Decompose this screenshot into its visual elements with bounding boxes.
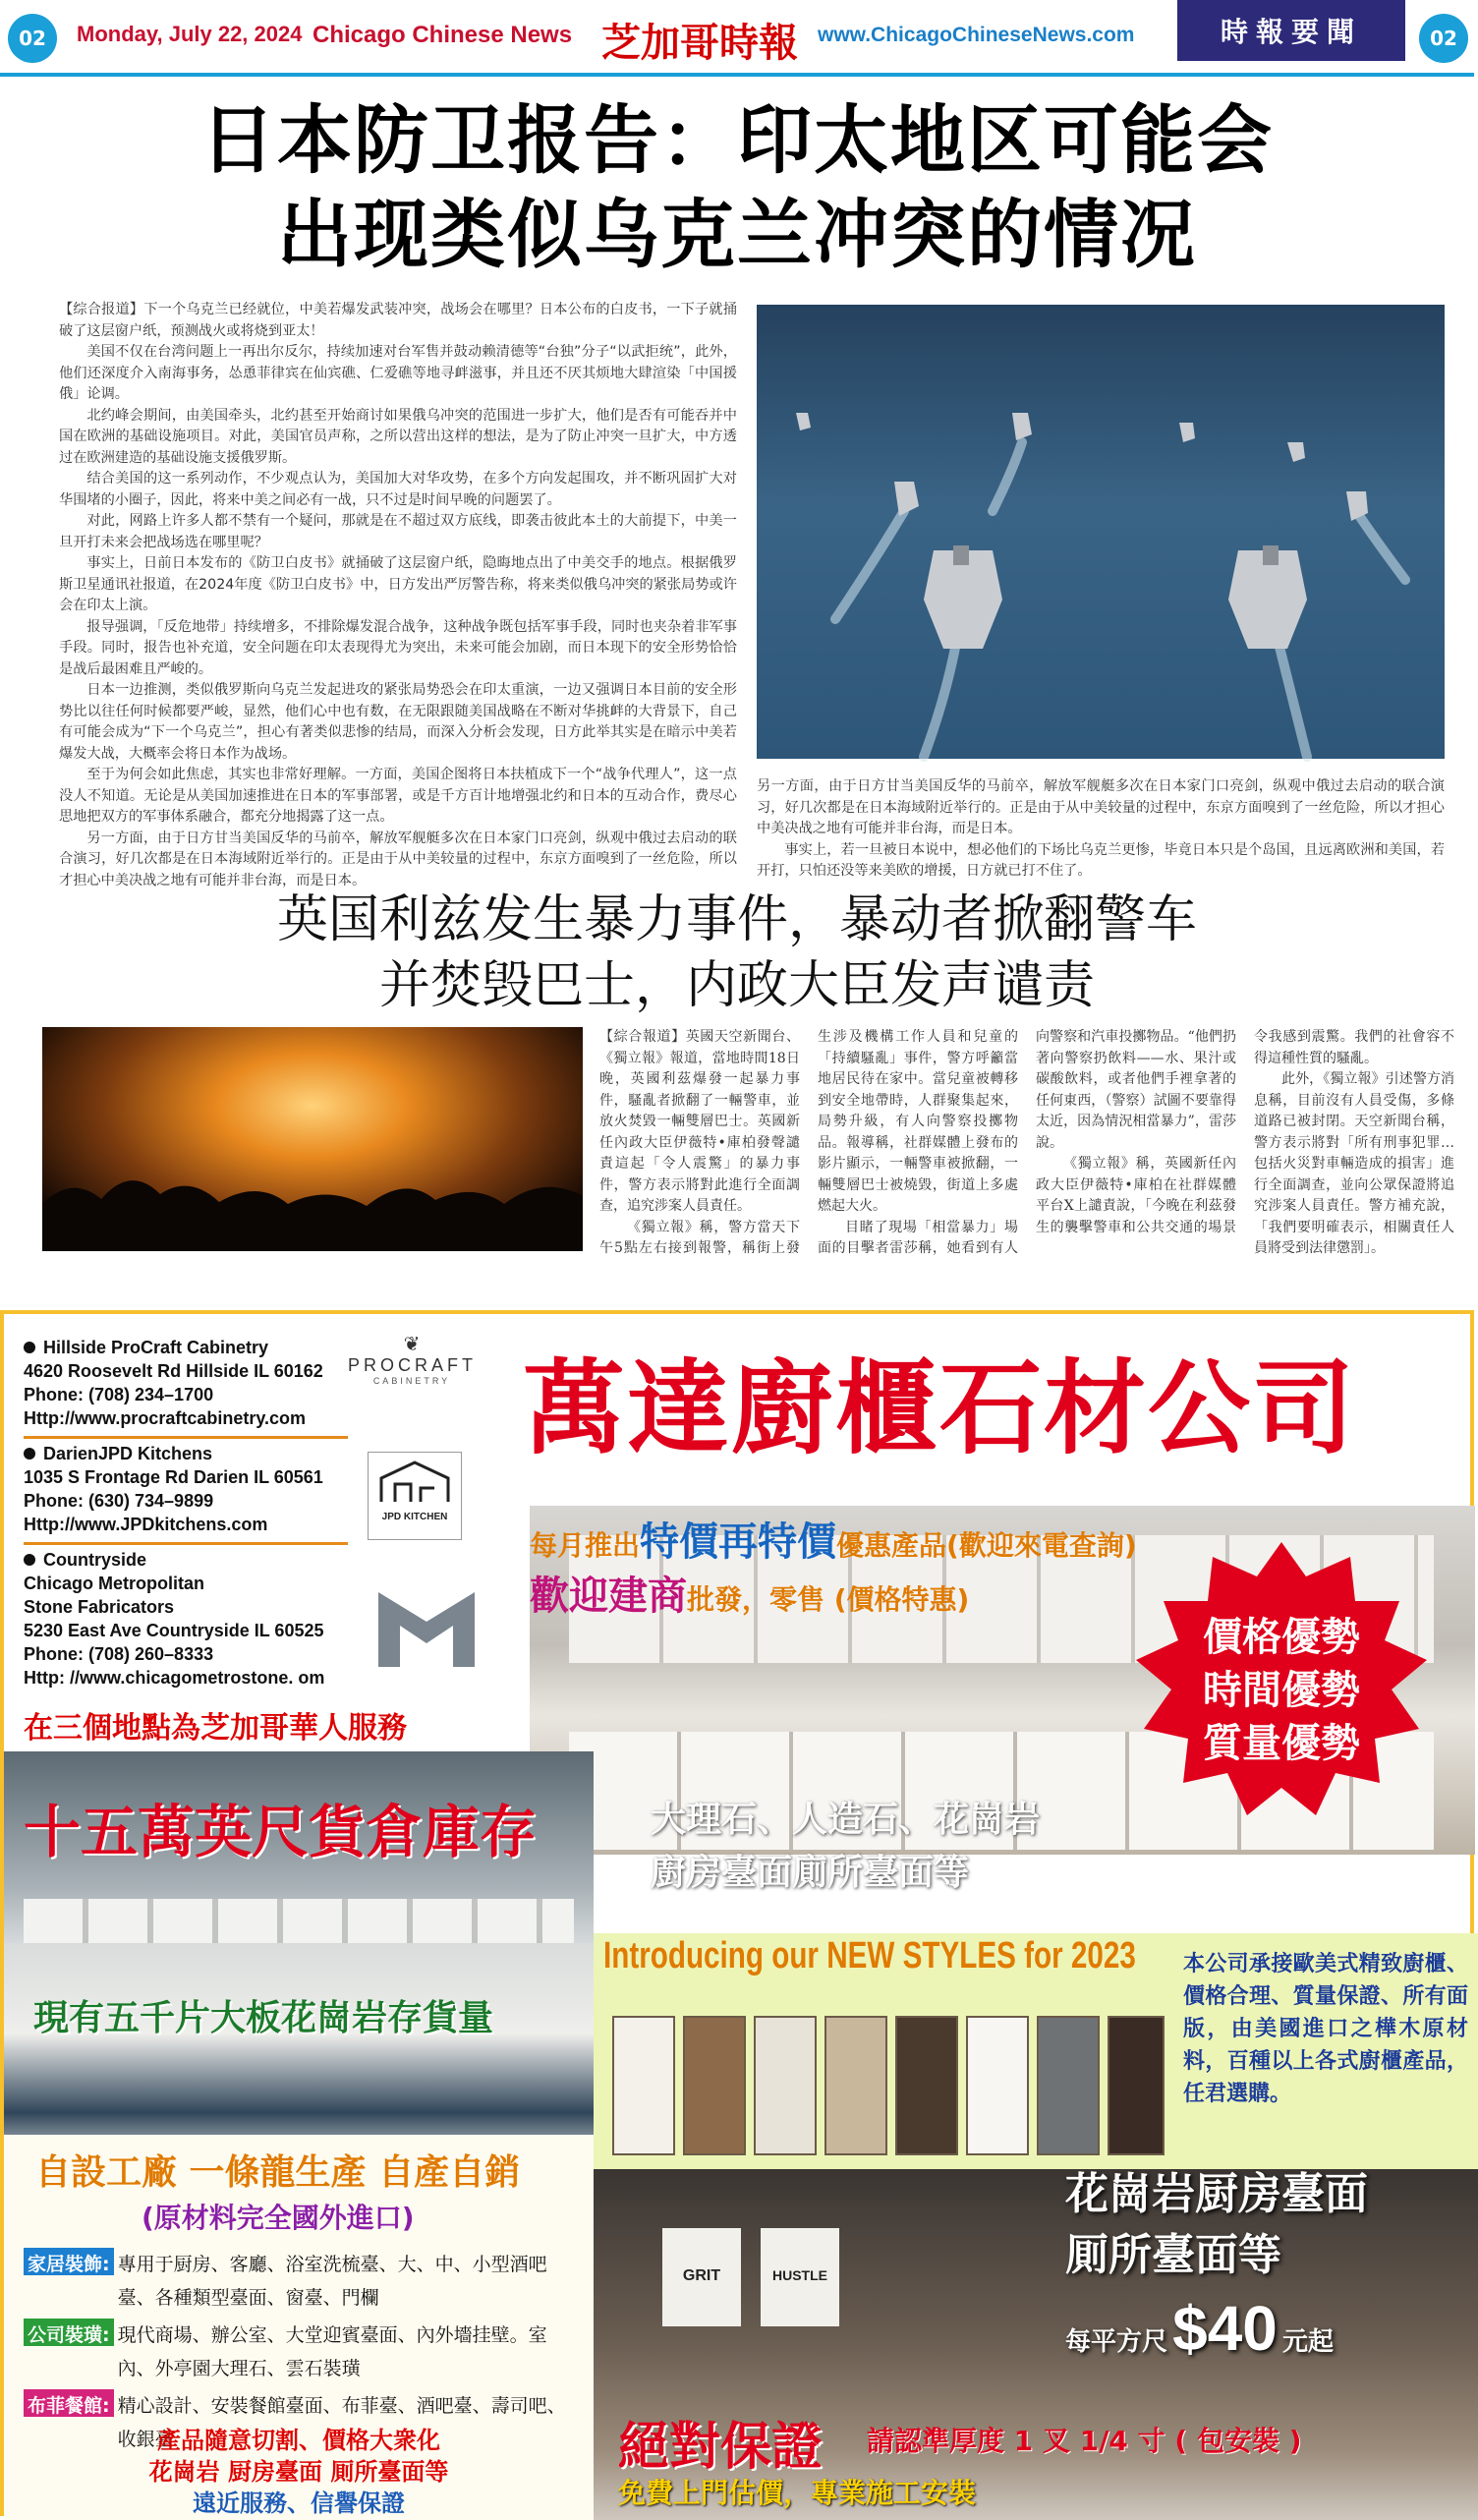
location-phone[interactable]: Phone: (708) 234–1700	[24, 1385, 214, 1404]
header-rule	[0, 73, 1474, 77]
location-address: 4620 Roosevelt Rd Hillside IL 60162	[24, 1361, 323, 1381]
location-name-2: Chicago Metropolitan	[24, 1574, 204, 1593]
marble-line2: 廚房臺面廁所臺面等	[651, 1853, 970, 1893]
cut-line1: 產品隨意切割、價格大衆化	[157, 2427, 440, 2454]
article1-paragraph: 日本一边推测，类似俄罗斯向乌克兰发起进攻的紧张局势恐会在印太重演，一边又强调日本目前的安全形势比以往任何时候都要严峻，显然，他们心中也有数，在无限跟随美国战略在不断对华挑衅的大背景下，自己有可能会成为“下一个乌克兰”，担心有著类似悲惨的结局，而深入分析会发现，日方此举其实是在暗示中美若爆发大战，大概率会将日本作为战场。	[59, 682, 737, 762]
service-tag: 家居裝飾:	[24, 2248, 114, 2275]
granite-stock-banner: 現有五千片大板花崗岩存貨量	[33, 1998, 494, 2038]
location-3	[24, 1548, 363, 1690]
article1-paragraph: 至于为何会如此焦虑，其实也非常好理解。一方面，美国企图将日本扶植成下一个“战争代理人”，这一点没人不知道。无论是从美国加速推进在日本的军事部署，或是千方百计地增强北约和日本的互动合作，费尽心思地把双方的军事体系融合，都充分地揭露了这一点。	[59, 767, 737, 825]
advantage-lines	[1134, 1611, 1429, 1770]
bullet-icon	[24, 1554, 35, 1566]
wall-sign-text: GRIT	[682, 2267, 721, 2284]
article1-paragraph: 美国不仅在台湾问题上一再出尔反尔，持续加速对台军售并鼓动赖清德等“台独”分子“以武拒统”，此外，他们还深度介入南海事务，怂恿菲律宾在仙宾礁、仁爱礁等地寻衅滋事，并且还不厌其烦地大肆渲染「中国援俄」论调。	[59, 344, 737, 402]
builders-welcome	[530, 1565, 969, 1621]
price-post: 元起	[1281, 2327, 1334, 2357]
leaf-icon: ❦	[403, 1332, 421, 1355]
bullet-icon	[24, 1342, 35, 1353]
advantage-badge	[1134, 1542, 1429, 1827]
article1-continued	[757, 776, 1445, 879]
location-web[interactable]: Http: //www.chicagometrostone. om	[24, 1668, 325, 1688]
company-description: 本公司承接歐美式精致廚櫃、價格合理、質量保證、所有面版，由美國進口之樺木原材料，百種以上各式廚櫃產品，任君選購。	[1183, 1952, 1468, 2106]
advantage-quality: 質量優勢	[1203, 1721, 1360, 1766]
service-text: 現代商場、辦公室、大堂迎賓臺面、內外墻挂壁。室內、外亭園大理石、雲石裝璜	[117, 2324, 547, 2379]
location-web[interactable]: Http://www.procraftcabinetry.com	[24, 1408, 307, 1428]
procraft-logo	[348, 1332, 476, 1401]
company-name: 萬達廚櫃石材公司	[523, 1348, 1357, 1468]
service-commercial	[24, 2319, 584, 2385]
article2-title-line2: 并焚毁巴士，内政大臣发声谴责	[378, 956, 1095, 1015]
imported-note: (原材料完全國外進口)	[142, 2202, 415, 2234]
guarantee-banner: 絕對保證	[618, 2418, 824, 2477]
page-number-right: 02	[1419, 14, 1468, 63]
monthly-special	[530, 1511, 1137, 1567]
divider	[24, 1436, 348, 1439]
service-text: 精心設計、安裝餐館臺面、布菲臺、酒吧臺、壽司吧、收銀臺	[117, 2395, 566, 2450]
location-name: Countryside	[43, 1550, 147, 1570]
builders-post: 批發，零售 (價格特惠)	[687, 1583, 970, 1616]
location-address: 5230 East Ave Countryside IL 60525	[24, 1621, 324, 1640]
article2-body	[599, 1027, 1454, 1297]
naval-fleet-photo	[757, 305, 1445, 759]
paper-url[interactable]: www.ChicagoChineseNews.com	[818, 24, 1135, 46]
cut-line2: 花崗岩 厨房臺面 厠所臺面等	[148, 2458, 449, 2486]
wall-sign	[662, 2228, 741, 2326]
article2-paragraph: 此外，《獨立報》引述警方消息稱，目前沒有人員受傷，多條道路已被封閉。天空新聞台稱，警方表示將對「所有刑事犯罪…包括火災對車輛造成的損害」進行全面調查，並向公眾保證將追究涉案人員責任。警方補充說，「我們要明確表示，相關責任人員將受到法律懲罰」。	[1254, 1071, 1454, 1256]
wall-sign	[761, 2228, 839, 2326]
cabinet-advertisement	[0, 1310, 1474, 2516]
free-estimate: 免費上門估價，專業施工安裝	[618, 2477, 977, 2509]
new-styles-title: Introducing our NEW STYLES for 2023	[603, 1935, 1136, 1976]
article1-title-line1: 日本防卫报告：印太地区可能会	[200, 96, 1274, 184]
cabinet-door-samples	[608, 1997, 1168, 2159]
monthly-pre: 每月推出	[530, 1529, 641, 1562]
granite-countertop-title	[1065, 2164, 1368, 2286]
location-phone[interactable]: Phone: (630) 734–9899	[24, 1491, 214, 1511]
article1-title-line2: 出现类似乌克兰冲突的情况	[277, 191, 1197, 278]
section-label: 時報要聞	[1177, 0, 1405, 61]
page-number-left: 02	[8, 14, 57, 63]
paper-name-en: Chicago Chinese News	[313, 22, 573, 48]
monthly-big: 特價再特價	[640, 1519, 837, 1565]
location-phone[interactable]: Phone: (708) 260–8333	[24, 1644, 214, 1664]
article1-paragraph: 事实上，若一旦被日本说中，想必他们的下场比乌克兰更惨，毕竟日本只是个岛国，且远离欧洲和美国，若开打，只怕还没等来美欧的增援，日方就已打不住了。	[757, 841, 1445, 879]
paper-name-cn: 芝加哥時報	[601, 21, 798, 66]
article2-title-line1: 英国利兹发生暴力事件，暴动者掀翻警车	[276, 890, 1197, 949]
article1-paragraph: 【综合报道】下一个乌克兰已经就位，中美若爆发武装冲突，战场会在哪里？日本公布的白皮书，一下子就捅破了这层窗户纸，预测战火或将烧到亚太！	[59, 302, 737, 339]
procraft-logo-text: PROCRAFT	[348, 1355, 477, 1375]
article1-paragraph: 另一方面，由于日方甘当美国反华的马前卒，解放军舰艇多次在日本家门口亮剑，纵观中俄过去启动的联合演习，好几次都是在日本海域附近举行的。正是由于从中美较量的过程中，东京方面嗅到了一丝危险，所以才担心中美决战之地有可能并非台海，而是日本。	[59, 830, 737, 888]
cut-slogans	[4, 2425, 594, 2519]
fleet-illustration	[757, 305, 1445, 759]
marble-text	[651, 1794, 1040, 1900]
price-value: $40	[1172, 2293, 1278, 2364]
advantage-time: 時間優勢	[1203, 1668, 1360, 1713]
article1-paragraph: 结合美国的这一系列动作，不少观点认为，美国加大对华攻势，在多个方向发起围攻，并不断巩固扩大对华围堵的小圈子，因此，将来中美之间必有一战，只不过是时间早晚的问题罢了。	[59, 471, 737, 508]
granite-title-line1: 花崗岩厨房臺面	[1065, 2169, 1368, 2219]
location-1	[24, 1336, 363, 1430]
m-logo-icon	[372, 1575, 481, 1673]
article2-paragraph: 【綜合報道】英國天空新聞台、《獨立報》報道，當地時間18日晚，英國利茲爆發一起暴力事件，騷亂者掀翻了一輛警車，並放火焚毀一輛雙層巴士。英國新任內政大臣伊薇特•庫柏發聲譴責這起「令人震驚」的暴力事件，警方表示將對此進行全面調查，追究涉案人員責任。	[599, 1029, 800, 1214]
granite-title-line2: 厠所臺面等	[1065, 2230, 1281, 2280]
three-locations-banner: 在三個地點為芝加哥華人服務	[24, 1711, 407, 1746]
location-web[interactable]: Http://www.JPDkitchens.com	[24, 1515, 268, 1534]
crowd-silhouette	[42, 1027, 583, 1251]
article1-paragraph: 报导强调，「反危地带」持续增多，不排除爆发混合战争，这种战争既包括军事手段，同时也夹杂着非军事手段。同时，报告也补充道，安全问题在印太表现得尤为突出，未来可能会加剧，而日本现下的安全形势恰恰是战后最困难且严峻的。	[59, 618, 737, 677]
house-icon	[375, 1459, 454, 1508]
article2-paragraph: 《獨立報》稱，英國新任內政大臣伊薇特•庫柏在社群媒體平台X上譴責說，「今晚在利茲發生的襲擊警車和公共交通的場景令我感到震驚。我們的社會容不得這種性質的騷亂。	[1036, 1029, 1454, 1235]
bullet-icon	[24, 1448, 35, 1460]
location-name-3: Stone Fabricators	[24, 1597, 175, 1617]
service-text: 專用于厨房、客廳、浴室洗梳臺、大、中、小型酒吧臺、各種類型臺面、窗臺、門欄	[117, 2254, 547, 2309]
wall-sign-text: HUSTLE	[772, 2267, 827, 2283]
cabinet-doors-illustration	[608, 1997, 1168, 2159]
service-tag: 布菲餐館:	[24, 2389, 114, 2417]
price-pre: 每平方尺	[1065, 2327, 1168, 2357]
article2-paragraph: 《獨立報》稱，警方當天下午5點左右接到報警，稱街上發生涉及機構工作人員和兒童的「持續騷亂」事件，警方呼籲當地居民待在家中。當兒童被轉移到安全地帶時，人群聚集起來，局勢升級，有人向警察投擲物品。報導稱，社群媒體上發布的影片顯示，一輛警車被掀翻，一輛雙層巴士被燒毀，街道上多處燃起大火。	[599, 1029, 1018, 1256]
article1-paragraph: 北约峰会期间，由美国牵头，北约甚至开始商讨如果俄乌冲突的范围进一步扩大，他们是否有可能吞并中国在欧洲的基础设施项目。对此，美国官员声称，之所以营出这样的想法，是为了防止冲突一旦扩大，中方透过在欧洲建造的基础设施支援俄罗斯。	[59, 407, 737, 466]
warehouse-banner: 十五萬英尺貨倉庫存	[24, 1799, 538, 1865]
advantage-price: 價格優勢	[1203, 1615, 1360, 1660]
procraft-logo-subtext: CABINETRY	[372, 1376, 451, 1386]
article1-paragraph: 另一方面，由于日方甘当美国反华的马前卒，解放军舰艇多次在日本家门口亮剑，纵观中俄过去启动的联合演习，好几次都是在日本海域附近举行的。正是由于从中美较量的过程中，东京方面嗅到了一丝危险，所以才担心中美决战之地有可能并非台海，而是日本。	[757, 778, 1445, 836]
location-name: DarienJPD Kitchens	[43, 1444, 213, 1463]
article1-paragraph: 对此，网路上许多人都不禁有一个疑问，那就是在不超过双方底线，即袭击彼此本土的大前提下，中美一旦开打未来会把战场选在哪里呢？	[59, 513, 737, 550]
service-tag: 公司裝璜:	[24, 2319, 114, 2346]
monthly-post: 優惠產品(歡迎來電查詢)	[836, 1529, 1137, 1562]
service-home	[24, 2248, 584, 2315]
page-header	[0, 0, 1474, 79]
metro-stone-logo	[372, 1575, 481, 1673]
marble-line1: 大理石、人造石、花崗岩	[651, 1800, 1041, 1840]
thickness-note: 請認準厚度 1 叉 1/4 寸 ( 包安裝 )	[867, 2425, 1302, 2457]
article2-paragraph: 目睹了現場「相當暴力」場面的目擊者雷莎稱，她看到有人向警察和汽車投擲物品。“他們扔著向警察扔飲料——水、果汁或碳酸飲料，或者他們手裡拿著的任何東西，（警察）試圖不要靠得太近，因為情況相當暴力”，雷莎說。	[818, 1029, 1236, 1256]
article1-paragraph: 事实上，日前日本发布的《防卫白皮书》就捅破了这层窗户纸，隐晦地点出了中美交手的地点。根据俄罗斯卫星通讯社报道，在2024年度《防卫白皮书》中，日方发出严厉警告称，将来类似俄乌冲突的紧张局势或许会在印太上演。	[59, 555, 737, 613]
factory-banner: 自設工廠 一條龍生產 自產自銷	[35, 2152, 521, 2193]
builders-big: 歡迎建商	[530, 1574, 687, 1619]
divider	[24, 1542, 348, 1545]
jpd-logo-text: JPD KITCHEN	[381, 1512, 448, 1522]
issue-date: Monday, July 22, 2024	[77, 22, 303, 46]
location-2	[24, 1442, 363, 1536]
cut-line3: 遠近服務、信譽保證	[193, 2490, 405, 2517]
jpd-logo	[368, 1452, 462, 1540]
riot-fire-photo	[42, 1027, 583, 1251]
article1-body	[59, 300, 737, 888]
location-name: Hillside ProCraft Cabinetry	[43, 1338, 269, 1357]
location-address: 1035 S Frontage Rd Darien IL 60561	[24, 1467, 323, 1487]
price-line	[1065, 2292, 1334, 2365]
